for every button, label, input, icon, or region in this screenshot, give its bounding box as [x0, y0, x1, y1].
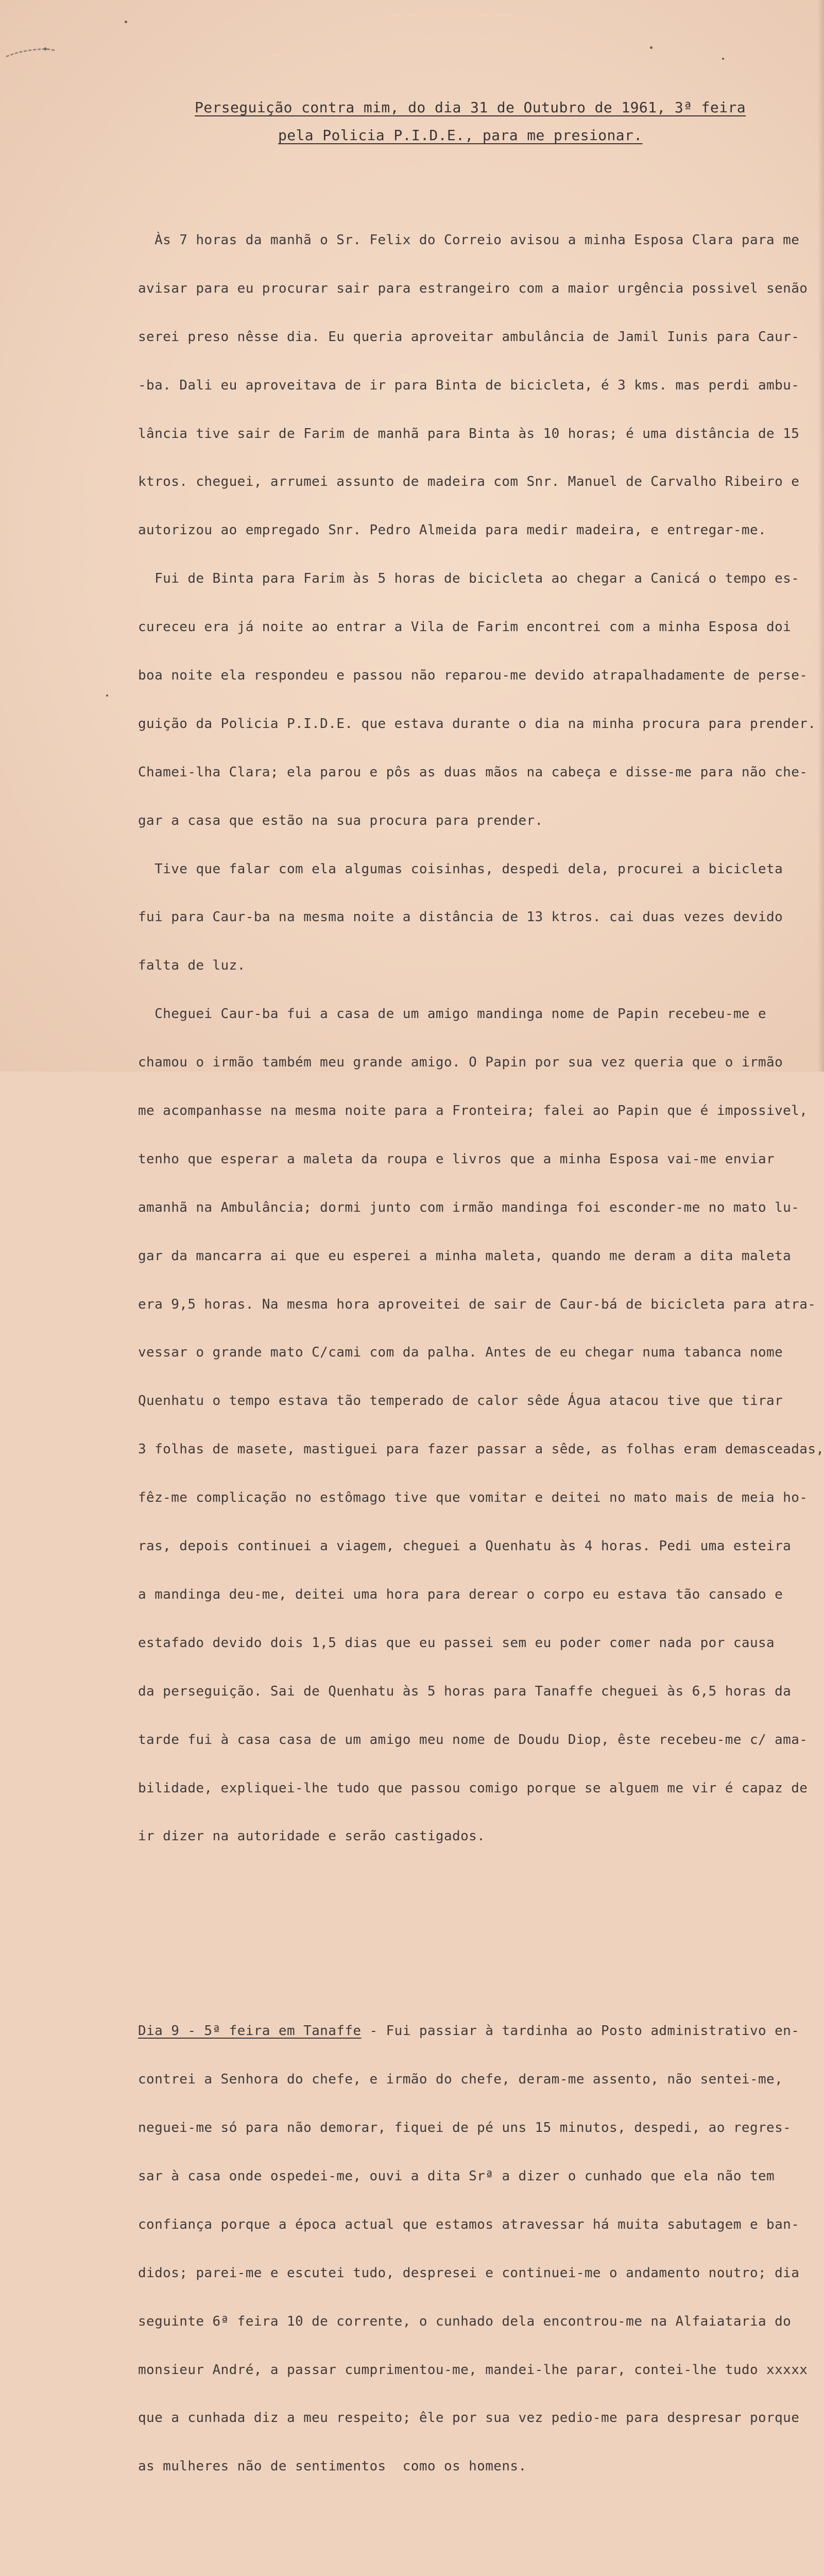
- text-line: tenho que esperar a maleta da roupa e livros que a minha Esposa vai-me enviar: [138, 1151, 775, 1167]
- page-edge-shadow: [818, 0, 824, 1072]
- text-line: da perseguição. Sai de Quenhatu às 5 horas para Tanaffe cheguei às 6,5 horas da: [138, 1683, 792, 1699]
- text-line: chamou o irmão também meu grande amigo. O Papin por sua vez queria que o irmão: [138, 1055, 783, 1071]
- paper-speck: [722, 58, 724, 60]
- text-line: amanhã na Ambulância; dormi junto com irmão mandinga foi esconder-me no mato lu-: [138, 1199, 800, 1215]
- text-line: seguinte 6ª feira 10 de corrente, o cunhado dela encontrou-me na Alfaiataria do: [138, 2313, 792, 2329]
- paragraph-main: [138, 201, 824, 1876]
- text-line: tarde fui à casa casa de um amigo meu nome de Doudu Diop, êste recebeu-me c/ ama-: [138, 1732, 808, 1748]
- text-line: ktros. cheguei, arrumei assunto de madeira com Snr. Manuel de Carvalho Ribeiro e: [138, 474, 800, 490]
- text-line: fui para Caur-ba na mesma noite a distância de 13 ktros. cai duas vezes devido: [138, 909, 783, 925]
- text-line: guição da Policia P.I.D.E. que estava durante o dia na minha procura para prender.: [138, 716, 816, 732]
- text-line: Chamei-lha Clara; ela parou e pôs as duas mãos na cabeça e disse-me para não che-: [138, 764, 808, 780]
- ink-smudge: [5, 45, 57, 61]
- text-line: 3 folhas de masete, mastiguei para fazer passar a sêde, as folhas eram demasceadas,: [138, 1442, 824, 1458]
- text-line: ras, depois continuei a viagem, cheguei a Quenhatu às 4 horas. Pedi uma esteira: [138, 1538, 792, 1554]
- text-line: cureceu era já noite ao entrar a Vila de Farim encontrei com a minha Esposa doi: [138, 619, 792, 635]
- text-line: Às 7 horas da manhã o Sr. Felix do Correio avisou a minha Esposa Clara para me: [138, 232, 800, 248]
- text-line: avisar para eu procurar sair para estrangeiro com a maior urgência possivel senão: [138, 280, 808, 296]
- text-line: a mandinga deu-me, deitei uma hora para derear o corpo eu estava tão cansado e: [138, 1586, 783, 1602]
- text-line: me acompanhasse na mesma noite para a Fronteira; falei ao Papin que é impossivel,: [138, 1103, 808, 1119]
- text-line: neguei-me só para não demorar, fiquei de pé uns 15 minutos, despedi, ao regres-: [138, 2120, 792, 2136]
- paper-speck: [106, 694, 108, 697]
- document-title-line-1: Perseguição contra mim, do dia 31 de Outubro de 1961, 3ª feira: [195, 99, 746, 116]
- text-line: autorizou ao empregado Snr. Pedro Almeida para medir madeira, e entregar-me.: [138, 522, 767, 538]
- text-line: serei preso nêsse dia. Eu queria aproveitar ambulância de Jamil Iunis para Caur-: [138, 329, 800, 345]
- text-line: boa noite ela respondeu e passou não reparou-me devido atrapalhadamente de perse-: [138, 668, 808, 684]
- section-date-heading: Dia 9 - 5ª feira em Tanaffe: [138, 2023, 362, 2039]
- section-first-line: [138, 2023, 808, 2040]
- text-line: contrei a Senhora do chefe, e irmão do chefe, deram-me assento, não sentei-me,: [138, 2072, 783, 2088]
- text-line: gar da mancarra ai que eu esperei a minha maleta, quando me deram a dita maleta: [138, 1248, 792, 1264]
- text-line: Tive que falar com ela algumas coisinhas, despedi dela, procurei a bicicleta: [138, 861, 783, 877]
- text-line: confiança porque a época actual que estamos atravessar há muita sabutagem e ban-: [138, 2216, 800, 2232]
- section-day-9: [138, 1992, 808, 2506]
- text-line: as mulheres não de sentimentos como os homens.: [138, 2459, 527, 2475]
- text-line: estafado devido dois 1,5 dias que eu passei sem eu poder comer nada por causa: [138, 1635, 775, 1651]
- text-line: era 9,5 horas. Na mesma hora aproveitei de sair de Caur-bá de bicicleta para atra-: [138, 1296, 816, 1312]
- text-line: ir dizer na autoridade e serão castigados.: [138, 1828, 486, 1844]
- text-line: sar à casa onde ospedei-me, ouvi a dita Srª a dizer o cunhado que ela não tem: [138, 2168, 775, 2184]
- text-line: Fui de Binta para Farim às 5 horas de bicicleta ao chegar a Canicá o tempo es-: [138, 571, 800, 587]
- document-body: [138, 170, 824, 2576]
- text-line: lância tive sair de Farim de manhã para Binta às 10 horas; é uma distância de 15: [138, 426, 800, 442]
- text-line: que a cunhada diz a meu respeito; êle por sua vez pedio-me para despresar porque: [138, 2410, 800, 2426]
- text-line-continuation: - Fui passiar à tardinha ao Posto administrativo en-: [361, 2023, 800, 2039]
- document-title-line-2: pela Policia P.I.D.E., para me presionar.: [278, 127, 643, 144]
- text-line: fêz-me complicação no estômago tive que vomitar e deitei no mato mais de meia ho-: [138, 1490, 808, 1506]
- text-line: didos; parei-me e escutei tudo, despresei e continuei-me o andamento noutro; dia: [138, 2265, 800, 2281]
- text-line: vessar o grande mato C/cami com da palha. Antes de eu chegar numa tabanca nome: [138, 1345, 783, 1361]
- paper-speck: [125, 21, 127, 23]
- text-line: Quenhatu o tempo estava tão temperado de calor sêde Água atacou tive que tirar: [138, 1393, 783, 1409]
- text-line: Cheguei Caur-ba fui a casa de um amigo mandinga nome de Papin recebeu-me e: [138, 1006, 767, 1022]
- text-line: bilidade, expliquei-lhe tudo que passou comigo porque se alguem me vir é capaz de: [138, 1780, 808, 1796]
- paper-speck: [650, 46, 653, 49]
- text-line: monsieur André, a passar cumprimentou-me, mandei-lhe parar, contei-lhe tudo xxxxx: [138, 2362, 808, 2378]
- text-line: -ba. Dali eu aproveitava de ir para Binta de bicicleta, é 3 kms. mas perdi ambu-: [138, 377, 800, 393]
- text-line: gar a casa que estão na sua procura para prender.: [138, 812, 543, 828]
- text-line: falta de luz.: [138, 958, 246, 974]
